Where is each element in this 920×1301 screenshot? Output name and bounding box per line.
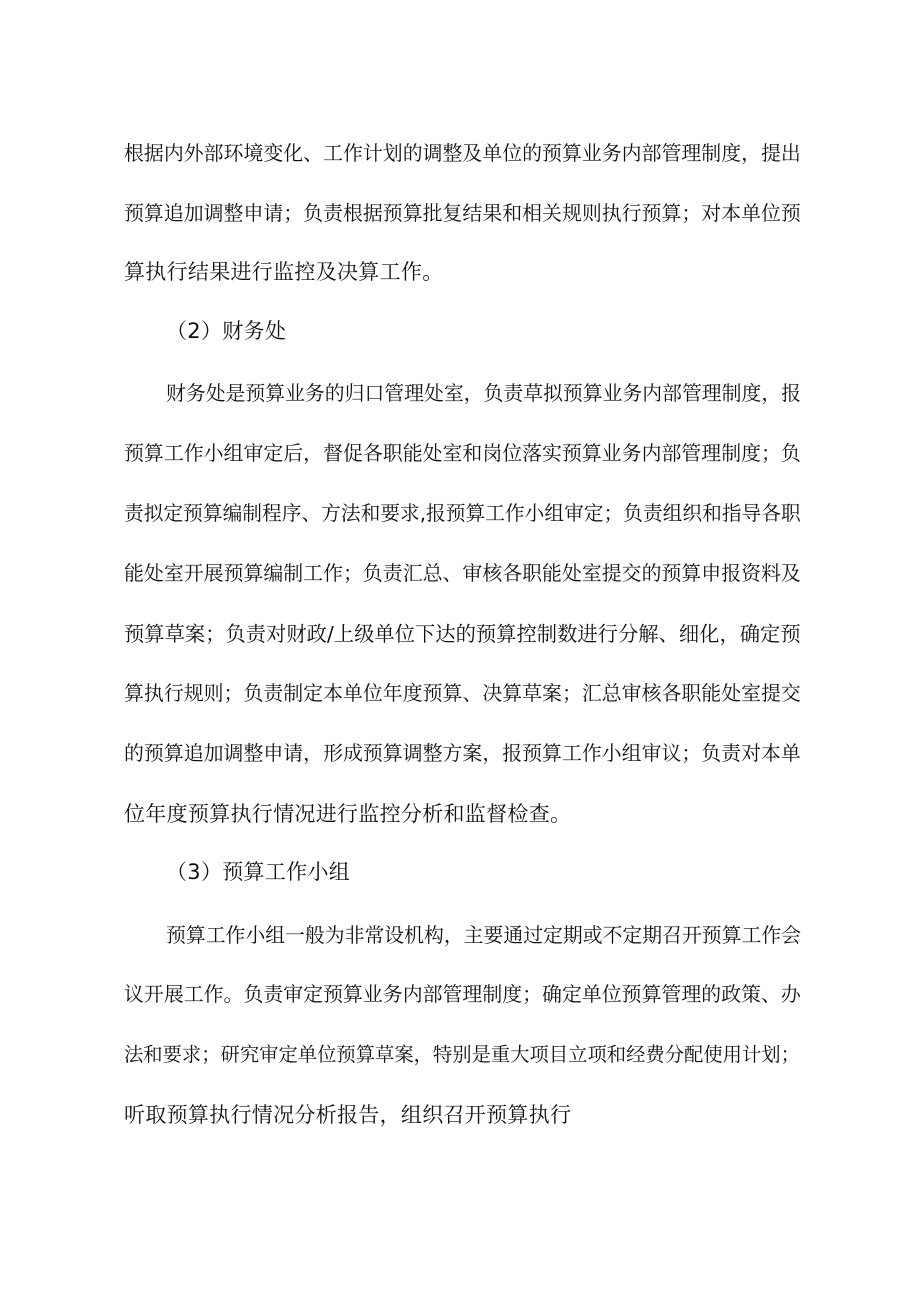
section-heading-finance: （2）财务处 <box>166 319 287 343</box>
paragraph-3-line: 法和要求；研究审定单位预算草案，特别是重大项目立项和经费分配使用计划； <box>124 1043 800 1066</box>
paragraph-3-line: 预算工作小组一般为非常设机构，主要通过定期或不定期召开预算工作会 <box>166 924 802 947</box>
paragraph-2-line: 预算草案；负责对财政/上级单位下达的预算控制数进行分解、细化，确定预 <box>124 622 801 646</box>
paragraph-3-line: 听取预算执行情况分析报告，组织召开预算执行 <box>124 1103 572 1127</box>
paragraph-2-line: 算执行规则；负责制定本单位年度预算、决算草案；汇总审核各职能处室提交 <box>124 682 801 705</box>
paragraph-1-line: 根据内外部环境变化、工作计划的调整及单位的预算业务内部管理制度，提出 <box>124 142 801 165</box>
paragraph-2-line: 财务处是预算业务的归口管理处室，负责草拟预算业务内部管理制度，报 <box>166 382 802 405</box>
paragraph-2-line: 责拟定预算编制程序、方法和要求,报预算工作小组审定；负责组织和指导各职 <box>124 502 801 525</box>
paragraph-2-line: 能处室开展预算编制工作；负责汇总、审核各职能处室提交的预算申报资料及 <box>124 562 801 585</box>
paragraph-2-line: 的预算追加调整申请，形成预算调整方案，报预算工作小组审议；负责对本单 <box>124 742 801 765</box>
paragraph-2-line: 位年度预算执行情况进行监控分析和监督检查。 <box>124 802 572 826</box>
section-heading-budget-group: （3）预算工作小组 <box>166 860 351 884</box>
paragraph-1-line: 算执行结果进行监控及决算工作。 <box>124 260 444 284</box>
paragraph-1-line: 预算追加调整申请；负责根据预算批复结果和相关规则执行预算；对本单位预 <box>124 202 801 225</box>
paragraph-3-line: 议开展工作。负责审定预算业务内部管理制度；确定单位预算管理的政策、办 <box>124 983 801 1006</box>
paragraph-2-line: 预算工作小组审定后，督促各职能处室和岗位落实预算业务内部管理制度；负 <box>124 442 801 465</box>
